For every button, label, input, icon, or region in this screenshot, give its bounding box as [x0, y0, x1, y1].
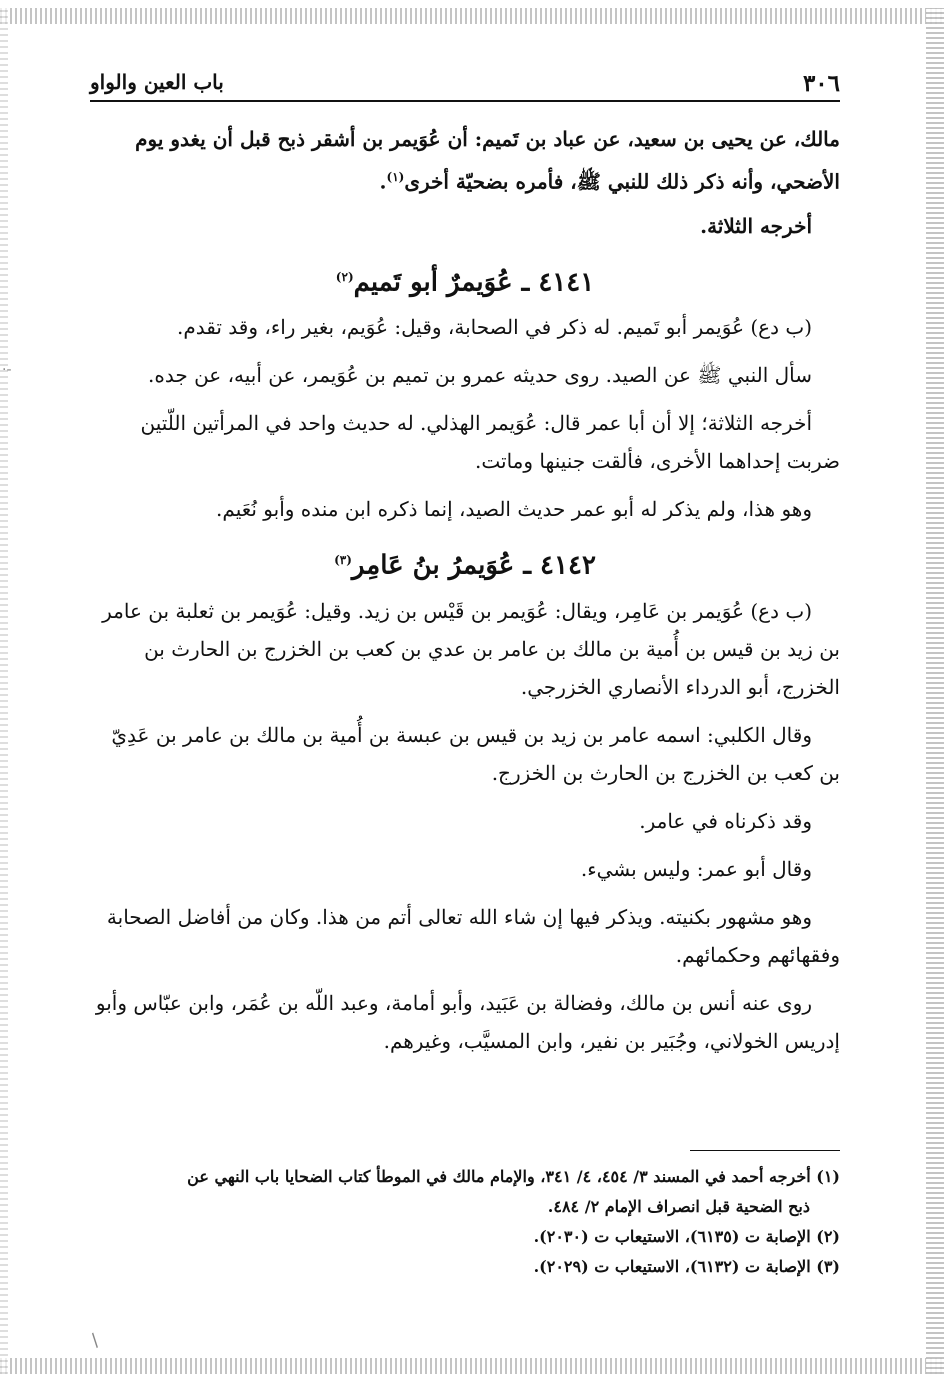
- footnote-ref-2: (٢): [335, 269, 354, 284]
- paragraph-2: أخرجه الثلاثة.: [700, 213, 812, 238]
- paragraph-7: (ب دع) عُوَيمر بن عَامِر، ويقال: عُوَيمر بن قَيْس بن زيد. وقيل: عُوَيمر بن ثعلبة بن عامر بن زيد بن قيس بن أُمية بن مالك بن عامر بن عدي بن كعب بن الخزرج بن الحارث بن الخزرج، أبو الدرداء الأنصاري الخزرجي.: [102, 598, 840, 699]
- footnote-ref-1: (١): [386, 170, 405, 184]
- footnotes: [90, 1162, 840, 1282]
- page-border-right: [926, 8, 944, 1374]
- page-body: [90, 120, 840, 1070]
- paragraph-8: وقال الكلبي: اسمه عامر بن زيد بن قيس بن عبسة بن أُمية بن مالك بن عامر بن عَدِيّ بن كعب بن الخزرج بن الحارث بن الخزرج.: [111, 722, 840, 785]
- footnote-ref-3: (٣): [334, 553, 352, 568]
- footnote-2: (٢) الإصابة ت (٦١٣٥)، الاستيعاب ت (٢٠٣٠).: [533, 1227, 840, 1246]
- header-rule: [90, 100, 840, 102]
- running-title: باب العين والواو: [90, 70, 224, 94]
- page-border-bottom: [0, 1358, 944, 1374]
- paragraph-6: وهو هذا، ولم يذكر له أبو عمر حديث الصيد، إنما ذكره ابن منده وأبو نُعَيم.: [216, 497, 812, 522]
- entry-title-4142: ٤١٤٢ ـ عُوَيمرُ بنُ عَامِر$^{(٣)}$: [334, 550, 596, 581]
- footnote-1: (١) أخرجه أحمد في المسند ٣/ ٤٥٤، ٤/ ٣٤١، والإمام مالك في الموطأ كتاب الضحايا باب النهي عن: [187, 1167, 840, 1186]
- page-header: [90, 66, 840, 102]
- page-number: ٣٠٦: [802, 70, 840, 97]
- paragraph-11: وهو مشهور بكنيته. ويذكر فيها إن شاء الله تعالى أتم من هذا. وكان من أفاضل الصحابة وفقهائهم وحكمائهم.: [106, 904, 840, 967]
- page-border-left: [0, 8, 8, 1374]
- paragraph-4: سأل النبي ﷺ عن الصيد. روى حديثه عمرو بن تميم بن عُوَيمر، عن أبيه، عن جده.: [148, 363, 812, 388]
- paragraph-9: وقد ذكرناه في عامر.: [639, 808, 812, 833]
- entry-title-4141: ٤١٤١ ـ عُوَيمرٌ أبو تَميم$^{(٢)}$: [335, 267, 595, 298]
- pencil-mark: /: [86, 1330, 104, 1351]
- footnote-1-continued: ذبح الضحية قبل انصراف الإمام ٢/ ٤٨٤.: [547, 1197, 810, 1216]
- paragraph-10: وقال أبو عمر: وليس بشيء.: [580, 856, 812, 881]
- page-border-top: [0, 8, 944, 24]
- paragraph-3: (ب دع) عُوَيمر أبو تَميم. له ذكر في الصحابة، وقيل: عُوَيم، بغير راء، وقد تقدم.: [177, 315, 812, 340]
- footnote-3: (٣) الإصابة ت (٦١٣٢)، الاستيعاب ت (٢٠٢٩).: [533, 1257, 840, 1276]
- margin-mark: ·-: [2, 362, 12, 378]
- footnote-rule: [690, 1150, 840, 1151]
- paragraph-5: أخرجه الثلاثة؛ إلا أن أبا عمر قال: عُوَيمر الهذلي. له حديث واحد في المرأتين اللّتين ضربت إحداهما الأخرى، فألقت جنينها وماتت.: [140, 411, 840, 474]
- paragraph-12: روى عنه أنس بن مالك، وفضالة بن عَبَيد، وأبو أمامة، وعبد اللّه بن عُمَر، وابن عبّاس وأبو إدريس الخولاني، وجُبَير بن نفير، وابن المسيَّب، وغيرهم.: [95, 990, 840, 1053]
- paragraph-1: مالك، عن يحيى بن سعيد، عن عباد بن تَميم: أن عُوَيمر بن أشقر ذبح قبل أن يغدو يوم الأضحي، وأنه ذكر ذلك للنبي ﷺ، فأمره بضحيّة أخرى$^{(١)}$.: [135, 127, 840, 194]
